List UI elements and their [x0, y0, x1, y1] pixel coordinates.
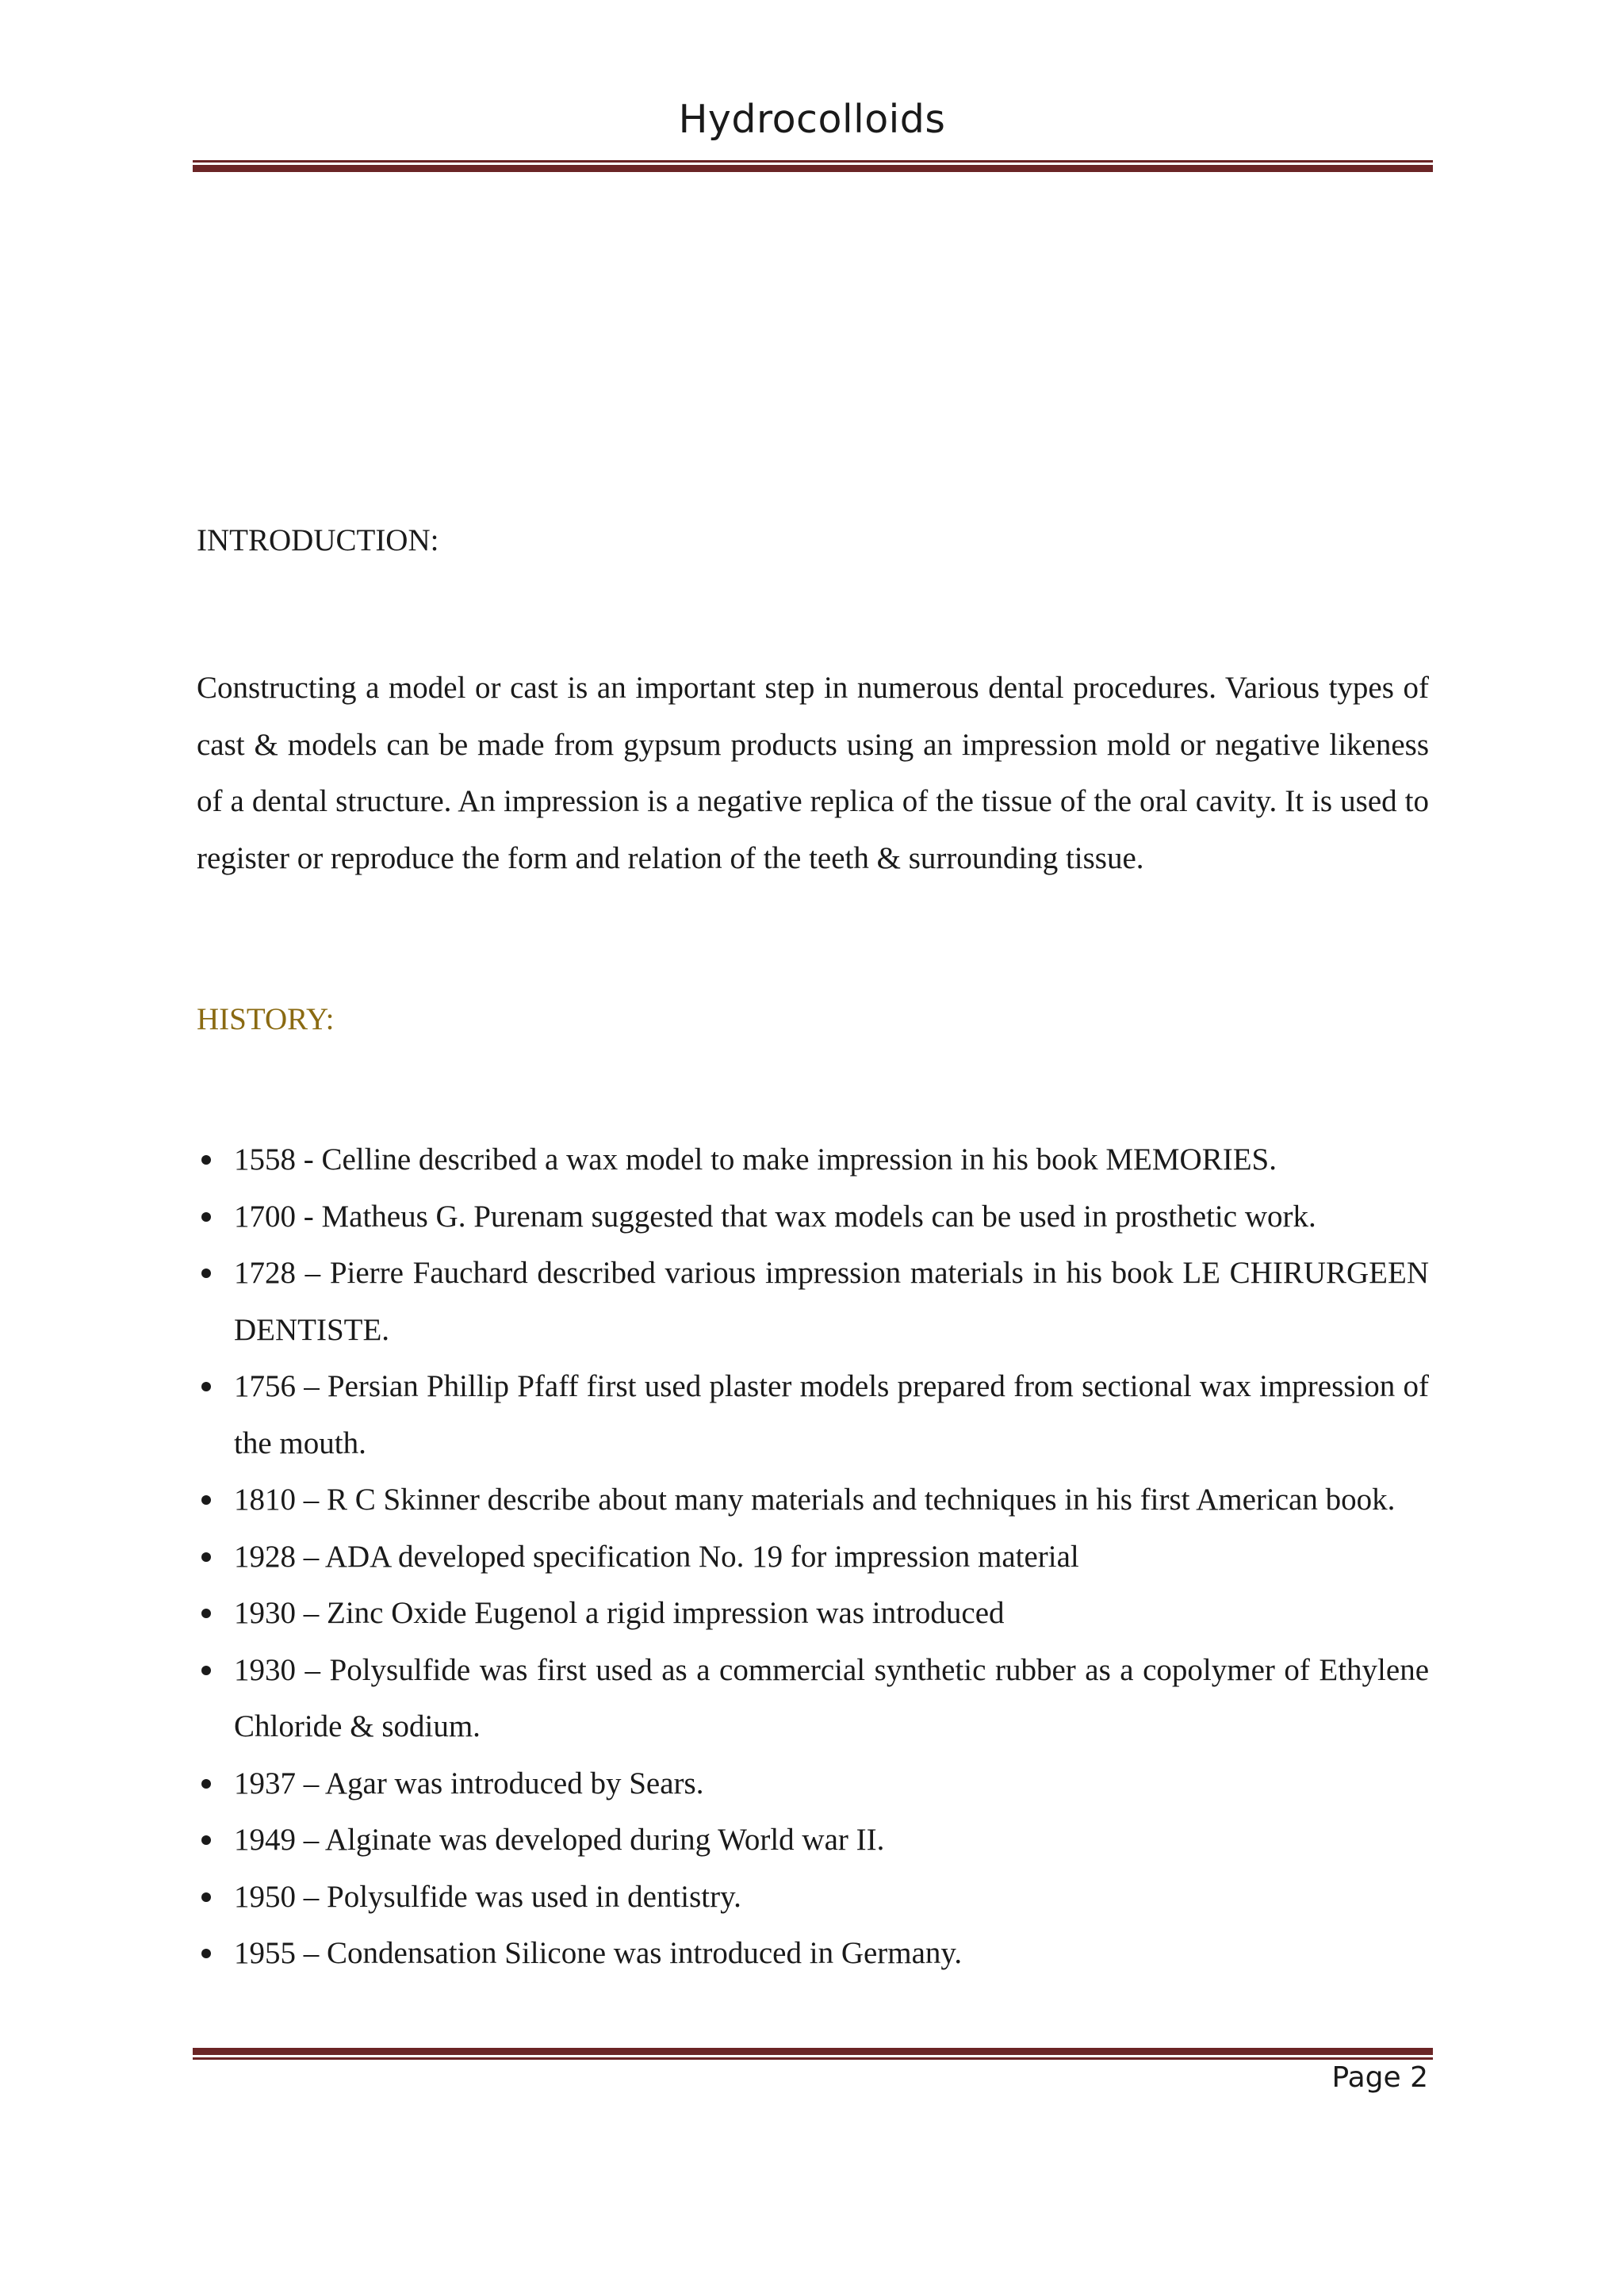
bullet-icon [201, 1949, 211, 1958]
bullet-icon [201, 1382, 211, 1391]
history-item [197, 1812, 1429, 1869]
bullet-icon [201, 1212, 211, 1222]
history-item-text: 1756 – Persian Phillip Pfaff first used plaster models prepared from sectional wax impression of the mouth. [234, 1369, 1429, 1460]
history-item [197, 1585, 1429, 1642]
history-item-text: 1930 – Polysulfide was first used as a commercial synthetic rubber as a copolymer of Ethylene Chloride & sodium. [234, 1652, 1429, 1743]
history-item [197, 1925, 1429, 1982]
history-item-text: 1937 – Agar was introduced by Sears. [234, 1766, 704, 1800]
history-item-text: 1558 - Celline described a wax model to make impression in his book MEMORIES. [234, 1142, 1277, 1177]
history-item [197, 1755, 1429, 1812]
history-item-text: 1928 – ADA developed specification No. 19 for impression material [234, 1539, 1079, 1574]
history-item-text: 1930 – Zinc Oxide Eugenol a rigid impression was introduced [234, 1596, 1005, 1630]
bullet-icon [201, 1552, 211, 1562]
history-item [197, 1529, 1429, 1586]
history-item [197, 1642, 1429, 1755]
footer-rule [193, 2048, 1433, 2060]
bullet-icon [201, 1155, 211, 1165]
history-item [197, 1358, 1429, 1471]
history-item-text: 1700 - Matheus G. Purenam suggested that wax models can be used in prosthetic work. [234, 1199, 1316, 1234]
bullet-icon [201, 1892, 211, 1902]
introduction-paragraph: Constructing a model or cast is an important step in numerous dental procedures. Various types of cast & models can be made from gypsum products using an impression mold or negative likeness of a dental structure. An impression is a negative replica of the tissue of the oral cavity. It is used to register or reproduce the form and relation of the teeth & surrounding tissue. [197, 671, 1429, 875]
history-list [197, 1131, 1429, 1982]
header-rule [193, 160, 1433, 172]
bullet-icon [201, 1609, 211, 1618]
page-number: Page 2 [1331, 2061, 1428, 2094]
history-heading: HISTORY: [197, 1002, 335, 1036]
history-item-text: 1950 – Polysulfide was used in dentistry. [234, 1879, 741, 1914]
history-item-text: 1955 – Condensation Silicone was introduced in Germany. [234, 1936, 963, 1970]
history-item-text: 1949 – Alginate was developed during World war II. [234, 1823, 885, 1857]
bullet-icon [201, 1779, 211, 1789]
bullet-icon [201, 1835, 211, 1845]
introduction-heading: INTRODUCTION: [197, 523, 439, 557]
history-item [197, 1869, 1429, 1926]
bullet-icon [201, 1666, 211, 1675]
history-item [197, 1131, 1429, 1188]
bullet-icon [201, 1495, 211, 1505]
header-title: Hydrocolloids [678, 97, 946, 142]
history-item [197, 1188, 1429, 1246]
history-item-text: 1810 – R C Skinner describe about many materials and techniques in his first American book. [234, 1483, 1396, 1517]
history-item [197, 1245, 1429, 1358]
history-item-text: 1728 – Pierre Fauchard described various impression materials in his book LE CHIRURGEEN DENTISTE. [234, 1256, 1429, 1347]
bullet-icon [201, 1269, 211, 1278]
history-item [197, 1471, 1429, 1529]
